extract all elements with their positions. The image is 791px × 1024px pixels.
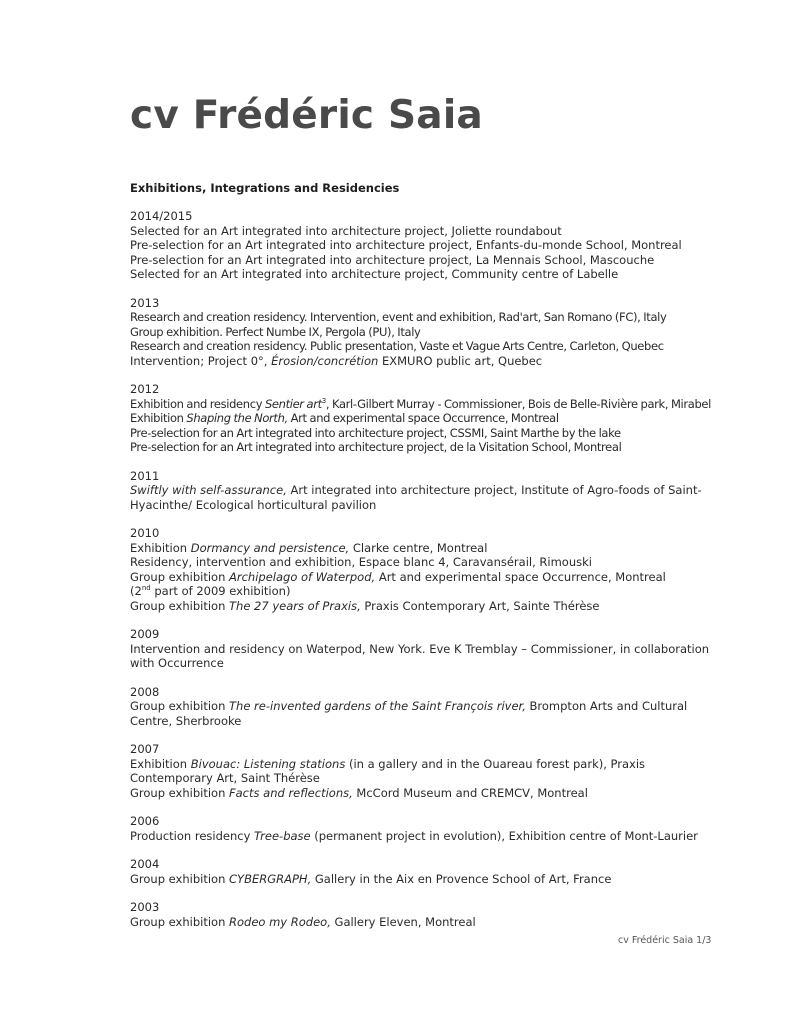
entry-text: Group exhibition (130, 785, 230, 800)
entry-text: (in a gallery and in the Ouareau forest park), Praxis Contemporary Art, Saint Thérèse (130, 756, 646, 785)
entry-text: Production residency (130, 828, 255, 843)
work-title: Dormancy and persistence, (190, 540, 350, 555)
year-block-2007 (130, 742, 710, 800)
entry-text: Praxis Contemporary Art, Sainte Thérèse (360, 598, 600, 613)
year-block-2008 (130, 685, 710, 729)
entry-line (130, 411, 710, 426)
page-footer: cv Frédéric Saia 1/3 (618, 935, 712, 946)
entry-line: Pre-selection for an Art integrated into architecture project, Enfants-du-monde School, Montreal (130, 238, 682, 252)
cv-entries (130, 209, 710, 943)
entry-line: Group exhibition. Perfect Numbe IX, Pergola (PU), Italy (130, 324, 421, 339)
work-title: Tree-base (254, 828, 311, 843)
entry-line: Pre-selection for an Art integrated into architecture project, de la Visitation School, Montreal (130, 440, 622, 454)
work-title: Facts and reflections, (229, 785, 353, 800)
entry-text: McCord Museum and CREMCV, Montreal (352, 785, 588, 800)
year-label: 2004 (130, 857, 160, 871)
entry-line (130, 915, 710, 930)
entry-text: Art and experimental space Occurrence, Montreal (375, 569, 666, 584)
work-title: Shaping the North, (186, 411, 288, 425)
year-block-2010 (130, 526, 710, 613)
entry-text: Art and experimental space Occurrence, Montreal (287, 411, 559, 425)
work-title: Sentier art (264, 396, 322, 411)
entry-text: Brompton Arts and Cultural Centre, Sherbrooke (130, 699, 688, 728)
entry-text: Gallery Eleven, Montreal (330, 914, 476, 929)
year-label: 2013 (130, 295, 160, 310)
entry-text: Clarke centre, Montreal (349, 540, 488, 555)
section-heading: Exhibitions, Integrations and Residencies (130, 181, 400, 195)
year-block-2003 (130, 900, 710, 929)
entry-line (130, 483, 710, 512)
entry-line: Pre-selection for an Art integrated into architecture project, La Mennais School, Mascouche (130, 252, 655, 267)
superscript: 3 (321, 396, 326, 405)
page-title: cv Frédéric Saia (130, 93, 483, 138)
entry-line (130, 757, 710, 786)
year-block-2013 (130, 296, 710, 369)
superscript: nd (141, 584, 151, 593)
year-label: 2006 (130, 814, 160, 828)
entry-line: Selected for an Art integrated into architecture project, Joliette roundabout (130, 223, 562, 238)
entry-line (130, 872, 710, 887)
entry-line: Selected for an Art integrated into architecture project, Community centre of Labelle (130, 267, 619, 281)
entry-text: Exhibition (130, 540, 191, 555)
entry-line (130, 541, 710, 556)
work-title: CYBERGRAPH, (229, 871, 312, 886)
work-title: The 27 years of Praxis, (229, 598, 361, 613)
entry-text: Group exhibition (130, 914, 230, 929)
entry-text: , Karl-Gilbert Murray - Commissioner, Bois de Belle-Rivière park, Mirabel (325, 396, 711, 411)
entry-text: Exhibition (130, 411, 187, 425)
entry-text: Exhibition (130, 756, 191, 771)
entry-line (130, 599, 710, 614)
year-label: 2010 (130, 526, 160, 540)
work-title: The re-invented gardens of the Saint François river, (229, 699, 526, 713)
year-label: 2008 (130, 684, 160, 699)
entry-text: EXMURO public art, Quebec (378, 353, 543, 368)
entry-line: Research and creation residency. Public presentation, Vaste et Vague Arts Centre, Carleton, Quebec (130, 339, 664, 353)
year-label: 2014/2015 (130, 209, 193, 223)
year-block-2004 (130, 857, 710, 886)
entry-line (130, 584, 710, 599)
entry-text: Group exhibition (130, 569, 230, 584)
year-label: 2007 (130, 742, 160, 756)
entry-line (130, 570, 710, 585)
entry-line: Research and creation residency. Intervention, event and exhibition, Rad'art, San Romano (FC), Italy (130, 310, 667, 324)
year-block-2006 (130, 814, 710, 843)
year-block-2011 (130, 469, 710, 513)
entry-text: (2 (130, 584, 142, 598)
year-block-2012 (130, 382, 710, 455)
year-label: 2009 (130, 627, 160, 641)
entry-text: part of 2009 exhibition) (150, 584, 291, 598)
entry-line (130, 829, 710, 844)
year-block-2014-2015 (130, 209, 710, 282)
year-block-2009 (130, 627, 710, 671)
entry-line: Intervention and residency on Waterpod, New York. Eve K Tremblay – Commissioner, in collaboration with Occurrence (130, 641, 710, 670)
work-title: Bivouac: Listening stations (190, 756, 346, 771)
entry-text: Art integrated into architecture project, Institute of Agro-foods of Saint-Hyacinthe/ Ecological horticultural pavilion (130, 483, 702, 512)
entry-text: Group exhibition (130, 871, 230, 886)
entry-text: Group exhibition (130, 699, 230, 713)
entry-line: Pre-selection for an Art integrated into architecture project, CSSMI, Saint Marthe by the lake (130, 425, 621, 440)
entry-text: (permanent project in evolution), Exhibition centre of Mont-Laurier (310, 828, 698, 843)
entry-line: Residency, intervention and exhibition, Espace blanc 4, Caravansérail, Rimouski (130, 555, 592, 569)
year-label: 2003 (130, 900, 160, 914)
work-title: Archipelago of Waterpod, (229, 569, 376, 584)
work-title: Érosion/concrétion (271, 353, 379, 368)
entry-text: Exhibition and residency (130, 396, 265, 411)
entry-line (130, 397, 710, 412)
entry-text: Intervention; Project 0°, (130, 353, 272, 368)
work-title: Swiftly with self-assurance, (130, 483, 287, 497)
entry-line (130, 786, 710, 801)
entry-text: Group exhibition (130, 598, 230, 613)
work-title: Rodeo my Rodeo, (229, 914, 331, 929)
entry-text: Gallery in the Aix en Provence School of Art, France (311, 871, 612, 886)
year-label: 2011 (130, 468, 160, 483)
year-label: 2012 (130, 382, 160, 396)
entry-line (130, 699, 710, 728)
entry-line (130, 354, 710, 369)
